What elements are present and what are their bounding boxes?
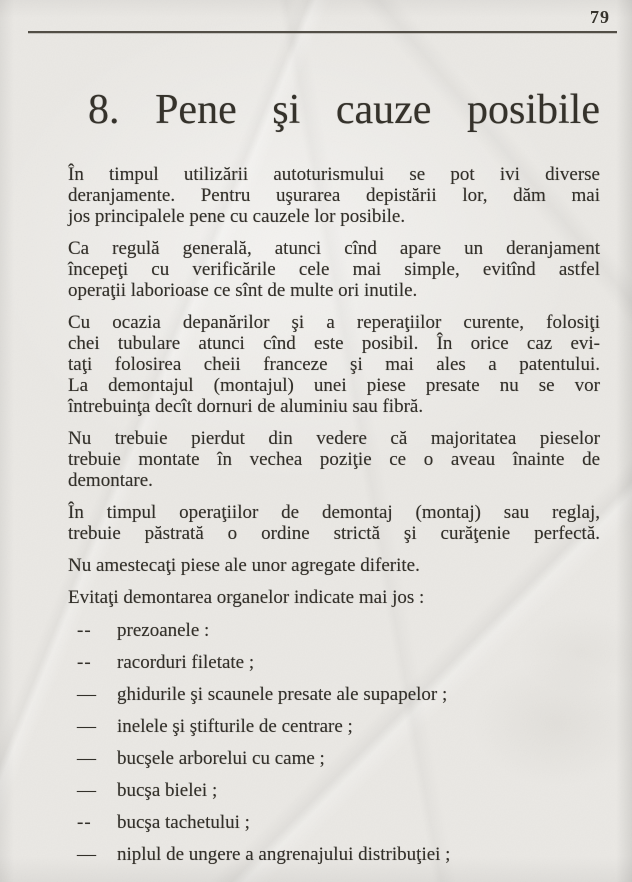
text-line: Ca regulă generală, atunci cînd apare un deranjament: [68, 238, 600, 259]
dash-marker: —: [77, 748, 97, 769]
list-item: [68, 652, 600, 673]
text-line: trebuie montate în vechea poziţie ce o aveau înainte de: [68, 449, 600, 470]
paragraph: [68, 238, 600, 301]
dash-marker: —: [77, 844, 97, 865]
chapter-title: 8. Pene şi cauze posibile: [88, 87, 600, 133]
list-item-text: bucşa bielei ;: [117, 780, 218, 801]
text-line: chei tubulare atunci cînd este posibil. În orice caz evi-: [68, 333, 600, 354]
list-item-text: ghidurile şi scaunele presate ale supapelor ;: [117, 684, 448, 705]
page-number: 79: [590, 7, 610, 27]
dash-list: [68, 620, 600, 865]
list-item: [68, 716, 600, 737]
dash-marker: —: [77, 684, 97, 705]
text-line: întrebuinţa decît dornuri de aluminiu sau fibră.: [68, 396, 424, 417]
text-line: Cu ocazia depanărilor şi a reperaţiilor curente, folosiţi: [68, 312, 600, 333]
list-item: [68, 684, 600, 705]
text-line: La demontajul (montajul) unei piese presate nu se vor: [68, 375, 600, 396]
dash-marker: —: [77, 780, 97, 801]
text-line: trebuie păstrată o ordine strictă şi curăţenie perfectă.: [68, 523, 600, 544]
paragraph: [68, 428, 600, 491]
paragraph: [68, 587, 600, 608]
text-line: demontare.: [68, 470, 153, 491]
list-item: [68, 812, 600, 833]
text-line: Evitaţi demontarea organelor indicate mai jos :: [68, 587, 425, 608]
dash-marker: --: [77, 812, 92, 833]
list-item-text: niplul de ungere a angrenajului distribuţiei ;: [117, 844, 451, 865]
list-item-text: prezoanele :: [117, 620, 210, 641]
list-item-text: bucşa tachetului ;: [117, 812, 250, 833]
list-item: [68, 780, 600, 801]
text-line: Nu amestecaţi piese ale unor agregate diferite.: [68, 555, 420, 576]
paragraph: [68, 502, 600, 544]
dash-marker: --: [77, 652, 92, 673]
text-line: În timpul operaţiilor de demontaj (montaj) sau reglaj,: [68, 502, 600, 523]
header-rule: [28, 31, 617, 33]
text-line: Nu trebuie pierdut din vedere că majoritatea pieselor: [68, 428, 600, 449]
paragraph: [68, 312, 600, 375]
dash-marker: —: [77, 716, 97, 737]
page-body: [68, 164, 600, 876]
text-line: începeţi cu verificările cele mai simple, evitînd astfel: [68, 259, 600, 280]
text-line: jos principalele pene cu cauzele lor posibile.: [68, 206, 406, 227]
list-item-text: racorduri filetate ;: [117, 652, 255, 673]
list-item: [68, 748, 600, 769]
list-item: [68, 844, 600, 865]
dash-marker: --: [77, 620, 92, 641]
list-item-text: bucşele arborelui cu came ;: [117, 748, 325, 769]
text-line: taţi folosirea cheii franceze şi mai ales a patentului.: [68, 354, 600, 375]
text-line: deranjamente. Pentru uşurarea depistării lor, dăm mai: [68, 185, 600, 206]
text-line: În timpul utilizării autoturismului se pot ivi diverse: [68, 164, 600, 185]
paragraph: [68, 555, 600, 576]
list-item: [68, 620, 600, 641]
paragraph: [68, 164, 600, 227]
list-item-text: inelele şi ştifturile de centrare ;: [117, 716, 353, 737]
paragraph: [68, 375, 600, 417]
text-line: operaţii laborioase ce sînt de multe ori inutile.: [68, 280, 418, 301]
